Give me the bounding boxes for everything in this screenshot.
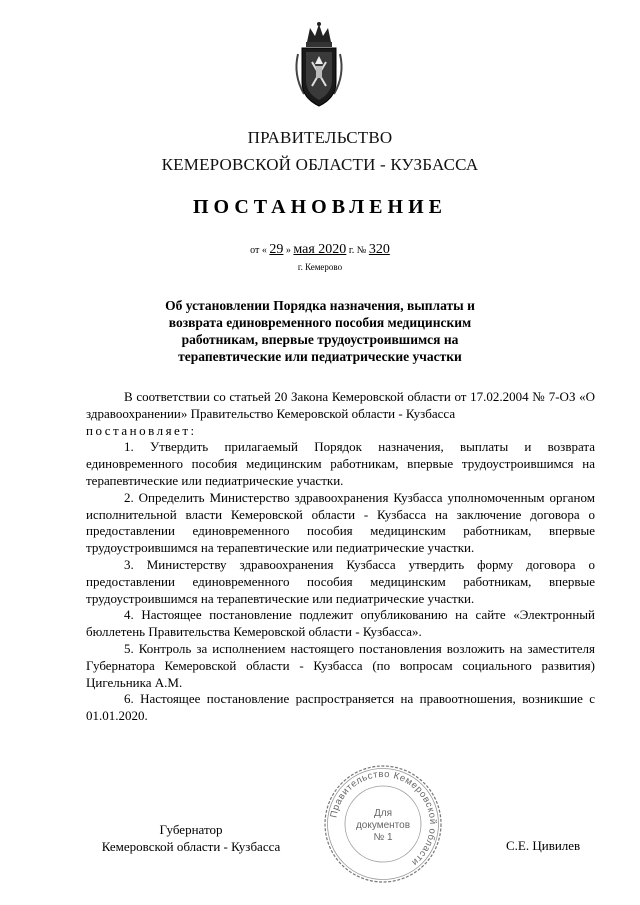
- document-type: ПОСТАНОВЛЕНИЕ: [193, 196, 447, 218]
- signatory-title-line1: Губернатор: [159, 822, 223, 837]
- government-name-line1: ПРАВИТЕЛЬСТВО: [247, 128, 393, 147]
- signatory-name: С.Е. Цивилев: [506, 838, 581, 853]
- document-title: Об установлении Порядка назначения, выплаты и возврата единовременного пособия медицинским работникам, впервые трудоустроившимся на терапевтические или педиатрические участки: [165, 298, 475, 364]
- official-stamp: [322, 763, 444, 885]
- city-label: г. Кемерово: [297, 262, 343, 272]
- body-item-4: 4. Настоящее постановление подлежит опубликованию на сайте «Электронный бюллетень Правительства Кемеровской области - Кузбасса».: [86, 607, 595, 640]
- government-name-line2: КЕМЕРОВСКОЙ ОБЛАСТИ - КУЗБАССА: [161, 155, 479, 174]
- body-item-1: 1. Утвердить прилагаемый Порядок назначения, выплаты и возврата единовременного пособия медицинским работникам, впервые трудоустроившимся на терапевтические или педиатрические участки.: [86, 439, 595, 488]
- body-item-6: 6. Настоящее постановление распространяется на правоотношения, возникшие с 01.01.2020.: [86, 691, 595, 724]
- date-month-year: мая 2020: [293, 242, 347, 257]
- date-number-line: [0, 242, 640, 258]
- stamp-center-line1: Для: [373, 808, 393, 819]
- document-number: 320: [368, 242, 390, 257]
- stamp-ring-text: Правительство Кемеровской области: [328, 768, 439, 869]
- date-prefix: от «: [250, 245, 267, 256]
- stamp-center-line2: документов: [355, 820, 411, 831]
- signatory-title-line2: Кемеровской области - Кузбасса: [101, 839, 281, 854]
- number-label: №: [356, 245, 367, 256]
- date-year-suffix: г.: [348, 245, 355, 256]
- body-resolves: постановляет:: [86, 422, 197, 438]
- document-body: [86, 389, 595, 725]
- body-intro: В соответствии со статьей 20 Закона Кемеровской области от 17.02.2004 № 7-ОЗ «О здравоохранении» Правительство Кемеровской области - Кузбасса: [86, 389, 595, 421]
- date-separator: »: [285, 245, 291, 256]
- signatory-title: [86, 821, 296, 855]
- stamp-center-line3: № 1: [373, 832, 393, 843]
- coat-of-arms-emblem: [290, 20, 348, 110]
- body-item-5: 5. Контроль за исполнением настоящего постановления возложить на заместителя Губернатора Кемеровской области - Кузбасса (по вопросам социального развития) Цигельника А.М.: [86, 640, 595, 690]
- date-day: 29: [269, 242, 284, 257]
- body-item-3: 3. Министерству здравоохранения Кузбасса утвердить форму договора о предоставлении единовременного пособия медицинским работникам, впервые трудоустроившимся на терапевтические или педиатрические участки.: [86, 556, 595, 606]
- body-item-2: 2. Определить Министерство здравоохранения Кузбасса уполномоченным органом исполнительной власти Кемеровской области - Кузбасса на заключение договора о предоставлении единовременного пособия медицинским работникам, впервые трудоустроившимся на терапевтические или педиатрические участки.: [86, 489, 595, 556]
